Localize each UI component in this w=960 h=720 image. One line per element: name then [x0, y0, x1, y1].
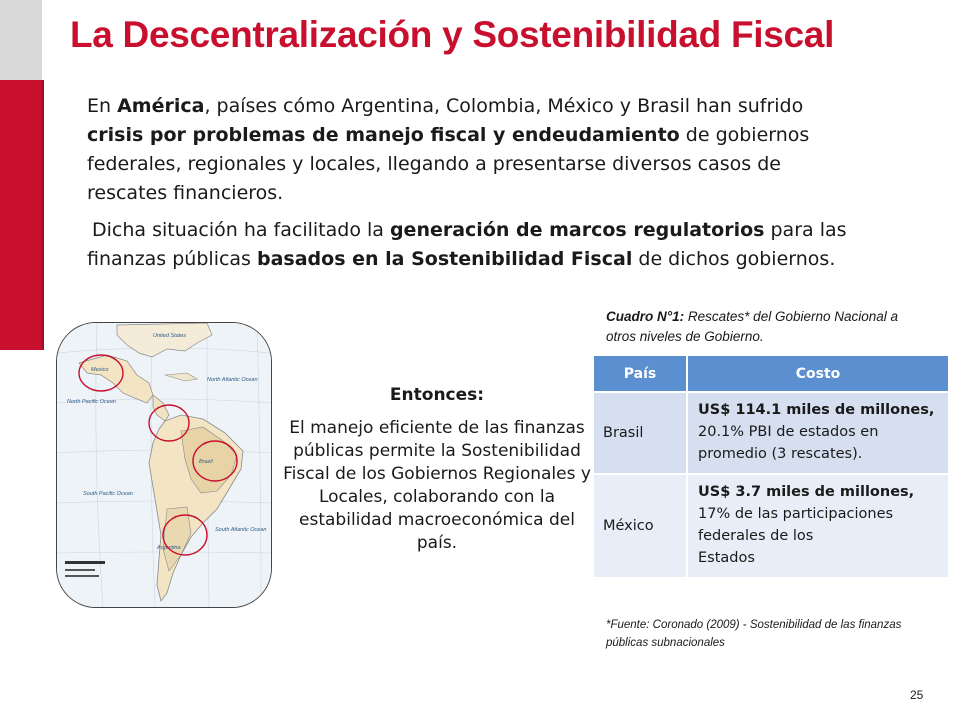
- map-label-argentina: Argentina: [157, 545, 181, 551]
- conclusion-block: [278, 384, 596, 555]
- header-cost: Costo: [687, 356, 948, 392]
- header-country: País: [594, 356, 687, 392]
- map-label-mexico: Mexico: [91, 367, 109, 373]
- map-label-brazil: Brazil: [199, 459, 213, 465]
- rescue-table: [594, 356, 948, 577]
- table-row: [594, 392, 948, 474]
- cell-country: México: [594, 474, 687, 577]
- intro-paragraph-1: En América, países cómo Argentina, Colombia, México y Brasil han sufrido crisis por problemas de manejo fiscal y endeudamiento de gobiernos federales, regionales y locales, llegando a presentarse diversos casos de rescates financieros.: [87, 95, 810, 204]
- cell-country: Brasil: [594, 392, 687, 474]
- map-label-us: United States: [153, 333, 187, 339]
- conclusion-heading: Entonces:: [389, 385, 485, 405]
- table-caption: Cuadro N°1: Rescates* del Gobierno Nacional a otros niveles de Gobierno.: [606, 309, 899, 344]
- map-label-south-atlantic: South Atlantic Ocean: [215, 527, 267, 533]
- intro-paragraph-2: Dicha situación ha facilitado la generación de marcos regulatorios para las finanzas públicas basados en la Sostenibilidad Fiscal de dichos gobiernos.: [87, 219, 847, 270]
- latin-america-map: [56, 322, 272, 608]
- map-image: [57, 323, 271, 607]
- side-bar-red: [0, 80, 44, 350]
- map-label-south-pacific: South Pacific Ocean: [83, 491, 133, 497]
- page-number: 25: [910, 688, 924, 702]
- table-row: [594, 474, 948, 577]
- side-bar-grey: [0, 0, 42, 80]
- table-header-row: [594, 356, 948, 392]
- conclusion-text: El manejo eficiente de las finanzas públicas permite la Sostenibilidad Fiscal de los Gobiernos Regionales y Locales, colaborando con la estabilidad macroeconómica del país.: [283, 418, 591, 553]
- table-footnote: *Fuente: Coronado (2009) - Sostenibilidad de las finanzas públicas subnacionales: [606, 619, 902, 649]
- slide-title: La Descentralización y Sostenibilidad Fiscal: [70, 14, 835, 55]
- cell-cost: US$ 3.7 miles de millones, 17% de las participaciones federales de los Estados: [687, 474, 948, 577]
- map-label-north-atlantic: North Atlantic Ocean: [207, 377, 258, 383]
- map-label-north-pacific: North Pacific Ocean: [67, 399, 116, 405]
- intro-text: [87, 92, 847, 274]
- cell-cost: US$ 114.1 miles de millones, 20.1% PBI de estados en promedio (3 rescates).: [687, 392, 948, 474]
